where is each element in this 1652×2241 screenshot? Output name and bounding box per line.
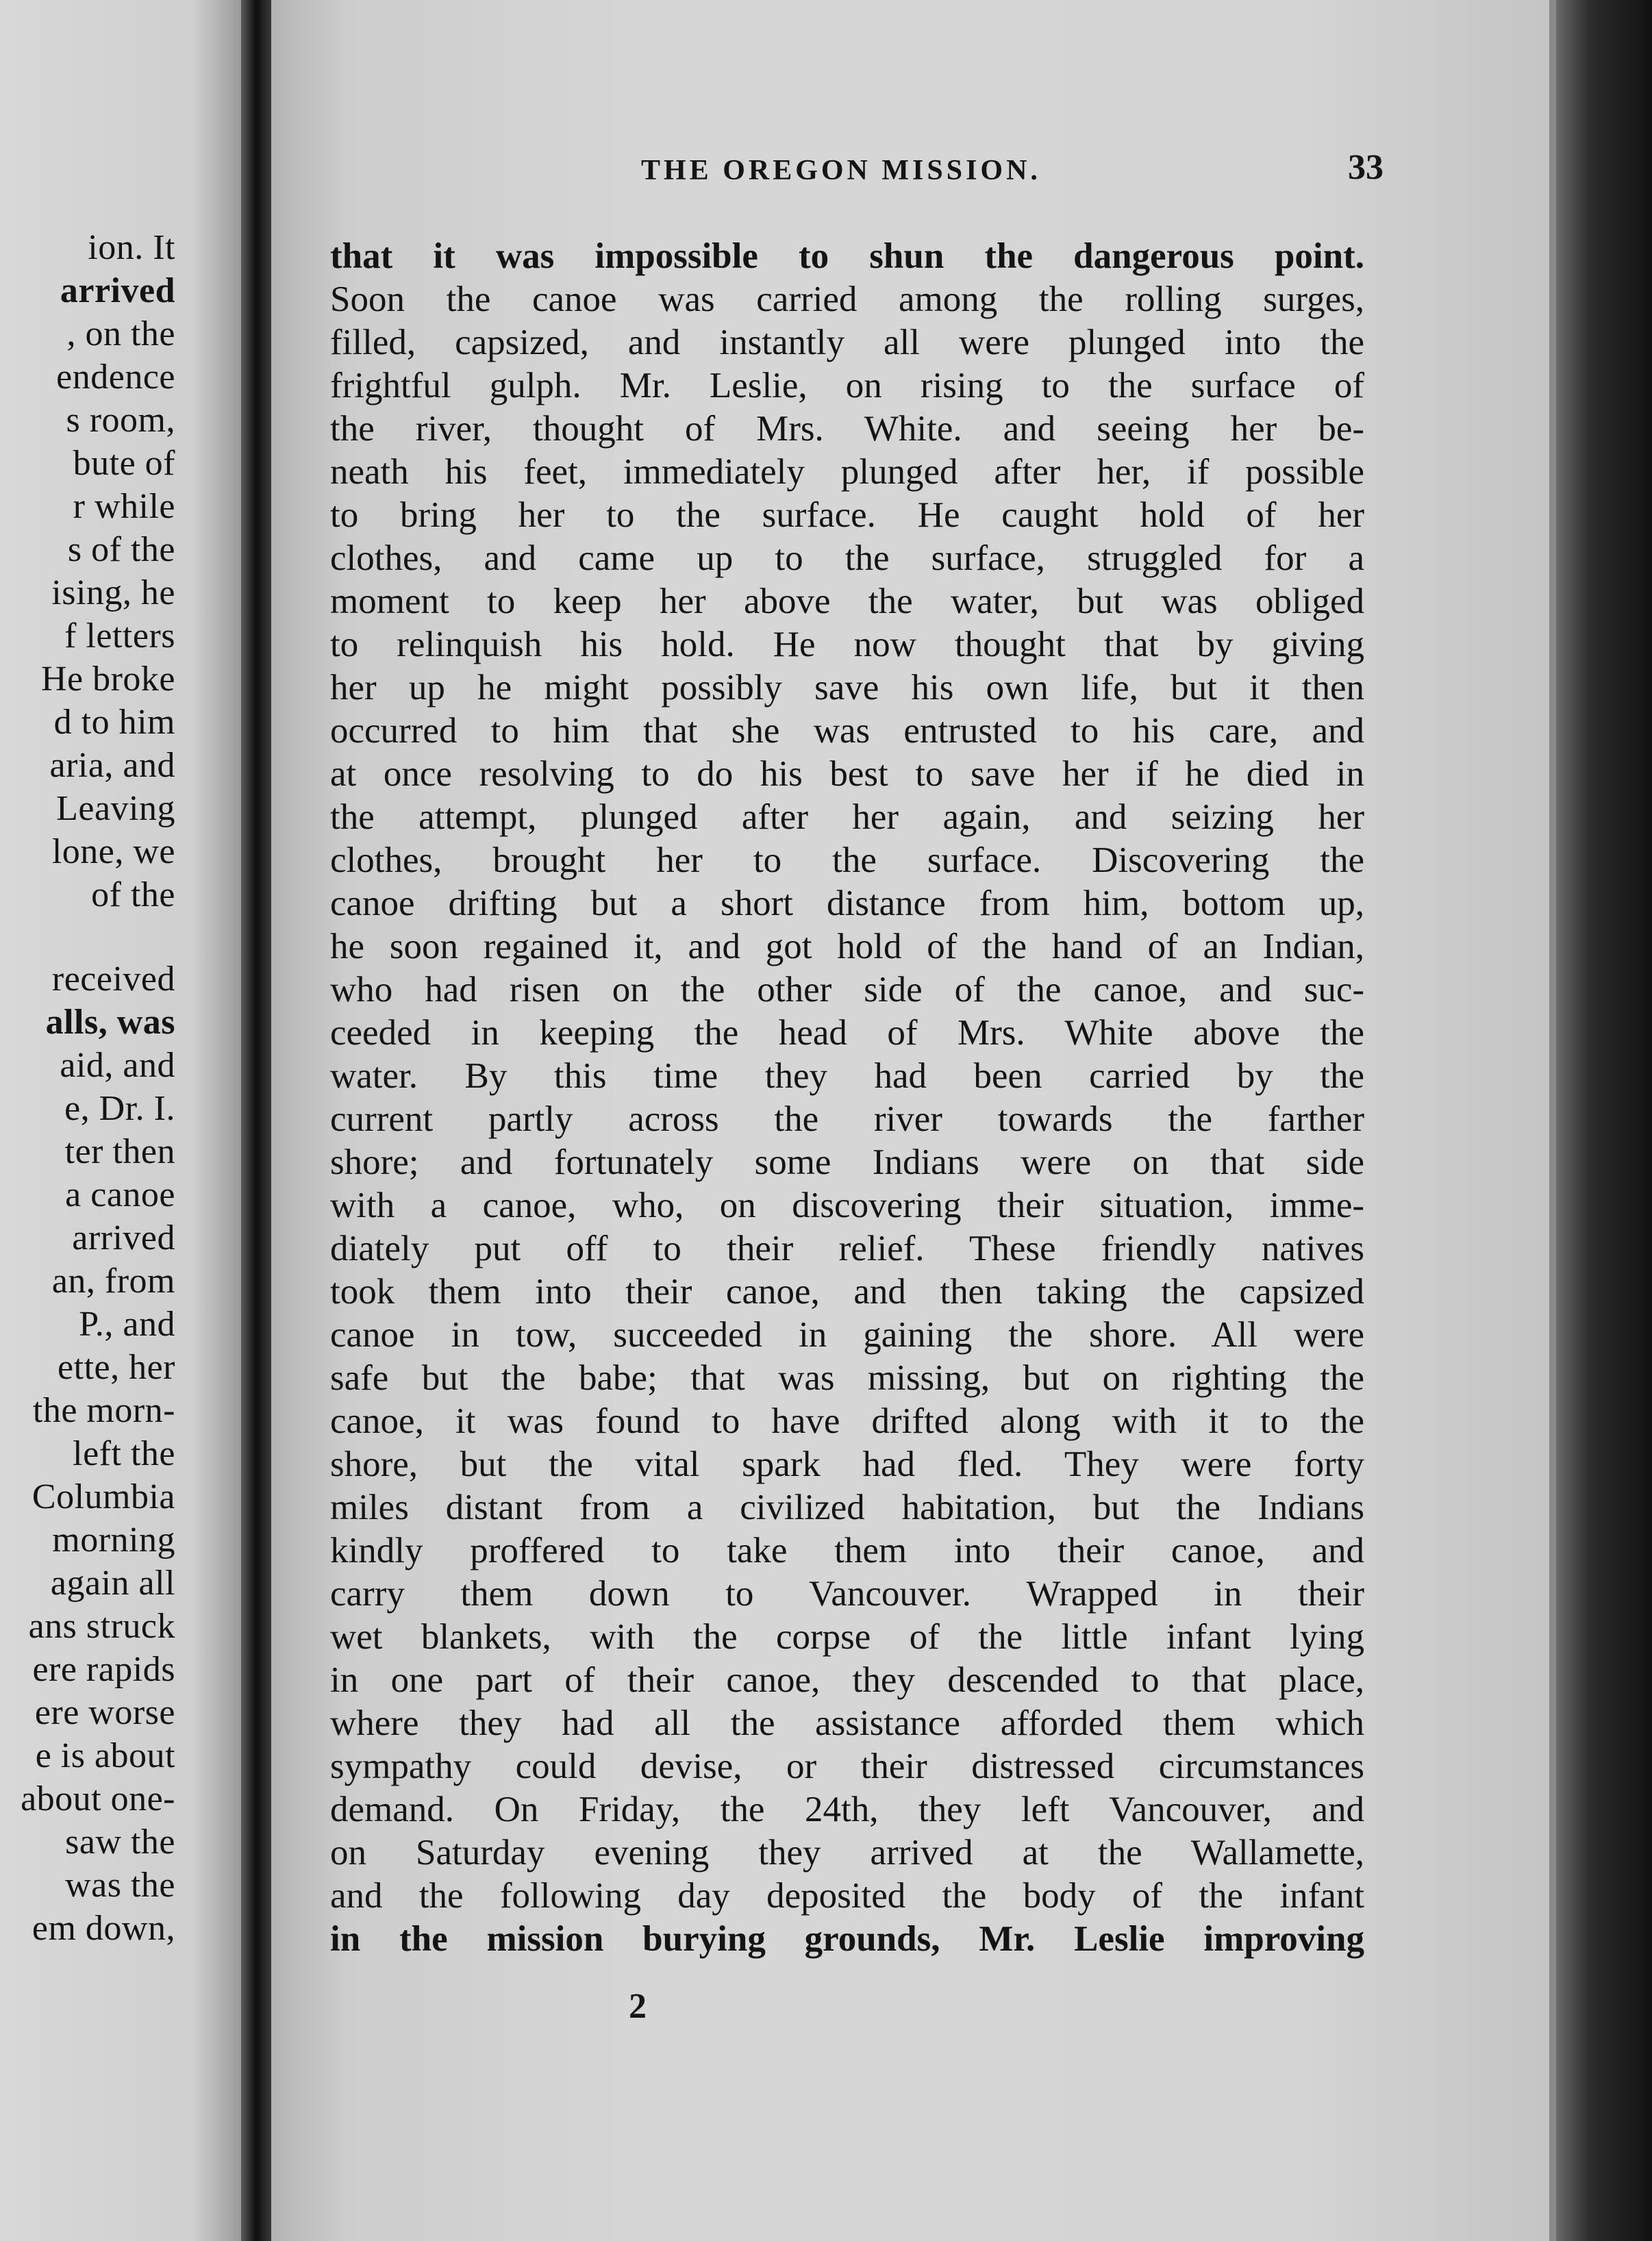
right-page-edge: [1556, 0, 1652, 2241]
body-text-line: on Saturday evening they arrived at the Wallamette,: [330, 1833, 1364, 1873]
left-page-line: aria, and: [49, 746, 175, 785]
left-page-line: left the: [73, 1434, 175, 1473]
left-page-line: arrived: [60, 271, 175, 310]
left-page-line: He broke: [40, 660, 175, 699]
body-text-line: to relinquish his hold. He now thought that by giving: [330, 625, 1364, 664]
left-page-line: lone, we: [51, 832, 175, 871]
left-page-line: again all: [50, 1564, 175, 1603]
left-page-line: ion. It: [88, 228, 175, 267]
body-text-line: the attempt, plunged after her again, and seizing her: [330, 797, 1364, 837]
body-text-line: that it was impossible to shun the dangerous point.: [330, 236, 1364, 276]
body-text-line: occurred to him that she was entrusted to his care, and: [330, 711, 1364, 751]
body-text-line: he soon regained it, and got hold of the hand of an Indian,: [330, 927, 1364, 966]
left-page-line: , on the: [66, 314, 175, 353]
left-page-line: e is about: [35, 1736, 175, 1775]
left-page-line: endence: [56, 358, 175, 397]
signature-mark: 2: [629, 1987, 647, 2026]
page-number: 33: [1348, 148, 1384, 187]
body-text-line: sympathy could devise, or their distressed circumstances: [330, 1747, 1364, 1786]
left-page-gap: [0, 916, 241, 957]
body-text-line: and the following day deposited the body of the infant: [330, 1876, 1364, 1916]
body-text-line: where they had all the assistance afforded them which: [330, 1703, 1364, 1743]
body-text-line: ceeded in keeping the head of Mrs. White above the: [330, 1013, 1364, 1053]
left-page-line: morning: [52, 1520, 175, 1560]
left-page-line: ere worse: [34, 1693, 175, 1732]
body-text-line: clothes, brought her to the surface. Discovering the: [330, 840, 1364, 880]
left-page-line: saw the: [65, 1823, 175, 1862]
left-page-line: aid, and: [60, 1046, 175, 1085]
body-text-line: water. By this time they had been carried by the: [330, 1056, 1364, 1096]
left-page-line: r while: [73, 487, 175, 526]
left-page-line: ette, her: [58, 1348, 175, 1387]
left-page-line: bute of: [73, 444, 175, 483]
body-text-line: with a canoe, who, on discovering their situation, imme-: [330, 1186, 1364, 1225]
body-text-line: canoe, it was found to have drifted along with it to the: [330, 1401, 1364, 1441]
left-page-line: s of the: [67, 530, 175, 569]
body-text-line: her up he might possibly save his own life, but it then: [330, 668, 1364, 708]
left-page: [0, 0, 241, 2241]
body-text-line: canoe drifting but a short distance from him, bottom up,: [330, 884, 1364, 923]
running-head-title: THE OREGON MISSION.: [641, 155, 1041, 186]
body-text-line: who had risen on the other side of the canoe, and suc-: [330, 970, 1364, 1010]
left-page-line: a canoe: [65, 1175, 175, 1214]
left-page-line: was the: [65, 1866, 175, 1905]
page-edge-line: [1549, 0, 1556, 2241]
body-text-line: miles distant from a civilized habitation, but the Indians: [330, 1488, 1364, 1527]
left-page-column: [0, 226, 241, 1950]
left-page-line: ter then: [64, 1132, 175, 1171]
body-text-line: canoe in tow, succeeded in gaining the shore. All were: [330, 1315, 1364, 1355]
body-text-line: safe but the babe; that was missing, but on righting the: [330, 1358, 1364, 1398]
left-page-line: f letters: [64, 616, 175, 655]
left-page-line: an, from: [51, 1262, 175, 1301]
body-text-line: clothes, and came up to the surface, struggled for a: [330, 538, 1364, 578]
body-text-line: to bring her to the surface. He caught hold of her: [330, 495, 1364, 535]
left-page-line: ans struck: [28, 1607, 175, 1646]
body-text-line: Soon the canoe was carried among the rolling surges,: [330, 279, 1364, 319]
left-page-line: of the: [91, 875, 175, 914]
body-text-line: kindly proffered to take them into their canoe, and: [330, 1531, 1364, 1570]
body-text-line: shore, but the vital spark had fled. They were forty: [330, 1444, 1364, 1484]
left-page-line: ere rapids: [32, 1650, 175, 1689]
left-page-line: received: [51, 960, 175, 999]
body-text-line: demand. On Friday, the 24th, they left Vancouver, and: [330, 1790, 1364, 1829]
body-text-line: diately put off to their relief. These friendly natives: [330, 1229, 1364, 1268]
body-text-line: neath his feet, immediately plunged after her, if possible: [330, 452, 1364, 492]
running-head: [329, 147, 1384, 195]
body-text-line: frightful gulph. Mr. Leslie, on rising to the surface of: [330, 366, 1364, 405]
body-text-line: in the mission burying grounds, Mr. Leslie improving: [330, 1919, 1364, 1959]
left-page-line: the morn-: [32, 1391, 175, 1430]
left-page-line: ising, he: [51, 573, 175, 612]
left-page-line: Leaving: [56, 789, 175, 828]
left-page-line: about one-: [21, 1779, 175, 1818]
left-page-line: em down,: [32, 1909, 175, 1948]
body-text-line: current partly across the river towards the farther: [330, 1099, 1364, 1139]
left-page-line: e, Dr. I.: [64, 1089, 175, 1128]
body-text-column: [330, 235, 1364, 1961]
book-gutter: [241, 0, 271, 2241]
body-text-line: at once resolving to do his best to save her if he died in: [330, 754, 1364, 794]
body-text-line: took them into their canoe, and then taking the capsized: [330, 1272, 1364, 1312]
left-page-line: d to him: [53, 703, 175, 742]
body-text-line: shore; and fortunately some Indians were on that side: [330, 1142, 1364, 1182]
left-page-line: alls, was: [45, 1003, 175, 1042]
body-text-line: carry them down to Vancouver. Wrapped in their: [330, 1574, 1364, 1614]
left-page-line: arrived: [72, 1218, 175, 1257]
body-text-line: the river, thought of Mrs. White. and seeing her be-: [330, 409, 1364, 449]
left-page-line: s room,: [66, 401, 175, 440]
body-text-line: in one part of their canoe, they descended to that place,: [330, 1660, 1364, 1700]
left-page-line: Columbia: [32, 1477, 175, 1516]
body-text-line: moment to keep her above the water, but was obliged: [330, 581, 1364, 621]
left-page-line: P., and: [79, 1305, 175, 1344]
body-text-line: wet blankets, with the corpse of the little infant lying: [330, 1617, 1364, 1657]
body-text-line: filled, capsized, and instantly all were plunged into the: [330, 323, 1364, 362]
